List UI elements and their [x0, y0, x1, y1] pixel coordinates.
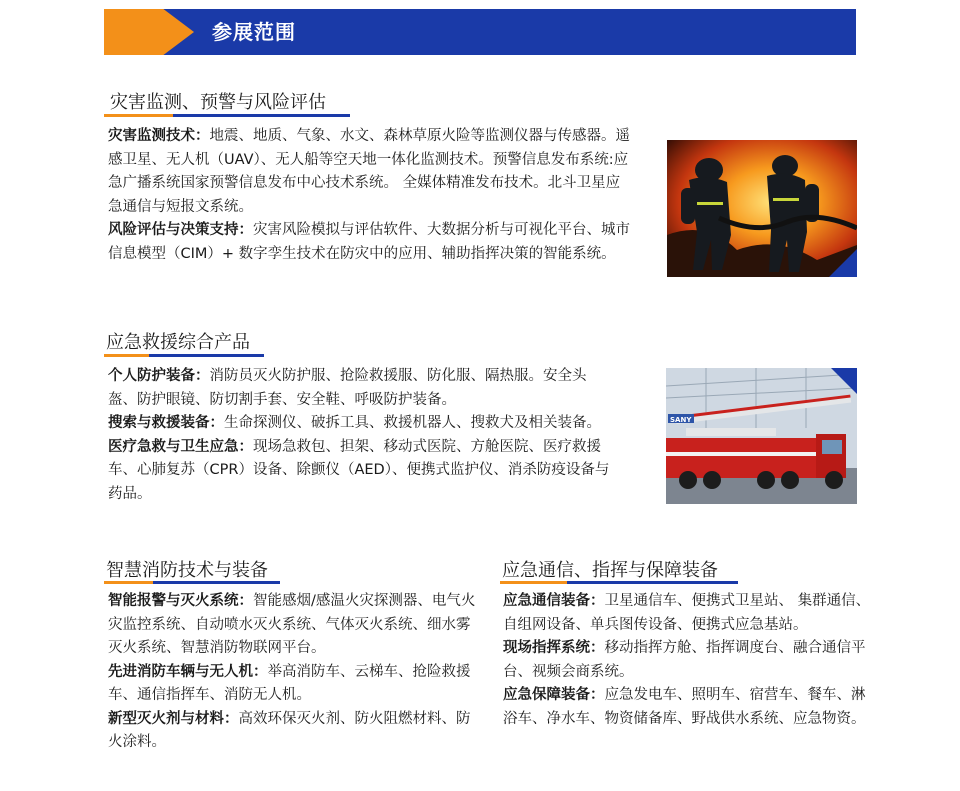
section-body-monitoring — [108, 125, 630, 266]
heading-underline — [104, 354, 264, 357]
paragraph: 灾害监测技术：地震、地质、气象、水文、森林草原火险等监测仪器与传感器。遥感卫星、无人机（UAV）、无人船等空天地一体化监测技术。预警信息发布系统:应急广播系统国家预警信息发布中心技术系统。 全媒体精准发布技术。北斗卫星应急通信与短报文系统。 — [108, 128, 630, 215]
fire-truck-photo — [666, 368, 857, 504]
section-heading-rescue: 应急救援综合产品 — [106, 332, 250, 353]
section-body-smart-fire — [108, 590, 480, 755]
paragraph: 智能报警与灭火系统：智能感烟/感温火灾探测器、电气火灾监控系统、自动喷水灭火系统、气体灭火系统、细水雾灭火系统、智慧消防物联网平台。 — [108, 593, 476, 656]
paragraph: 风险评估与决策支持：灾害风险模拟与评估软件、大数据分析与可视化平台、城市信息模型（CIM）+ 数字孪生技术在防灾中的应用、辅助指挥决策的智能系统。 — [108, 222, 630, 262]
paragraph: 个人防护装备：消防员灭火防护服、抢险救援服、防化服、隔热服。安全头盔、防护眼镜、防切割手套、安全鞋、呼吸防护装备。 — [108, 368, 587, 408]
heading-underline — [104, 114, 350, 117]
firefighters-photo — [667, 140, 857, 277]
section-heading-monitoring: 灾害监测、预警与风险评估 — [110, 92, 326, 113]
paragraph: 搜索与救援装备：生命探测仪、破拆工具、救援机器人、搜救犬及相关装备。 — [108, 415, 601, 431]
heading-underline — [500, 581, 738, 584]
section-heading-communication: 应急通信、指挥与保障装备 — [502, 560, 718, 581]
section-body-communication — [503, 590, 875, 731]
banner-title: 参展范围 — [212, 20, 296, 44]
paragraph: 先进消防车辆与无人机：举高消防车、云梯车、抢险救援车、通信指挥车、消防无人机。 — [108, 663, 471, 703]
paragraph: 应急通信装备：卫星通信车、便携式卫星站、 集群通信、自组网设备、单兵图传设备、便携式应急基站。 — [503, 593, 871, 633]
section-heading-smart-fire: 智慧消防技术与装备 — [106, 560, 268, 581]
heading-underline — [104, 581, 280, 584]
paragraph: 新型灭火剂与材料：高效环保灭火剂、防火阻燃材料、防火涂料。 — [108, 710, 471, 750]
paragraph: 现场指挥系统：移动指挥方舱、指挥调度台、融合通信平台、视频会商系统。 — [503, 640, 866, 680]
paragraph: 应急保障装备：应急发电车、照明车、宿营车、餐车、淋浴车、净水车、物资储备库、野战供水系统、应急物资。 — [503, 687, 866, 727]
banner-sign: SANY — [670, 416, 692, 424]
paragraph: 医疗急救与卫生应急：现场急救包、担架、移动式医院、方舱医院、医疗救援车、心肺复苏（CPR）设备、除颤仪（AED）、便携式监护仪、消杀防疫设备与药品。 — [108, 438, 610, 502]
section-body-rescue — [108, 365, 612, 506]
banner-arrow — [104, 9, 194, 55]
section-banner — [104, 9, 856, 55]
